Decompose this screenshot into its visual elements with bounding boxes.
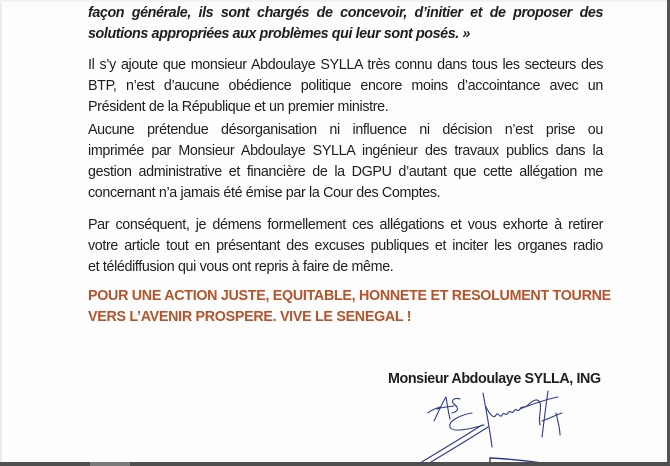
paragraph-line: Aucune prétendue désorganisation ni influence ni décision n’est prise ou	[88, 122, 603, 138]
slogan-line-2: VERS L’AVENIR PROSPERE. VIVE LE SENEGAL !	[88, 309, 412, 325]
quote-line-1: façon générale, ils sont chargés de concevoir, d’initier et de proposer des	[88, 5, 603, 21]
paragraph-line: votre article tout en présentant des excuses publiques et inciter les organes radio	[88, 238, 603, 254]
closing-slogan	[88, 286, 611, 328]
paragraph-line: concernant n’a jamais été émise par la Cour des Comptes.	[88, 185, 441, 201]
paragraph-line: et télédiffusion qui vous ont repris à faire de même.	[88, 259, 394, 275]
paragraph-no-disorganisation	[88, 120, 603, 204]
paragraph-line: gestion administrative et financière de la DGPU d’autant que cette allégation me	[88, 164, 603, 180]
quote-ending	[88, 3, 603, 45]
paragraph-line: BTP, n’est d’aucune obédience politique encore moins d’accointance avec un	[88, 78, 603, 94]
quote-line-2: solutions appropriées aux problèmes qui leur sont posés. »	[88, 26, 470, 42]
paragraph-line: imprimée par Monsieur Abdoulaye SYLLA ingénieur des travaux publics dans la	[88, 143, 603, 159]
handwritten-signature-icon	[420, 385, 600, 462]
scrollbar-thumb[interactable]	[90, 462, 130, 466]
paragraph-line: Par conséquent, je démens formellement ces allégations et vous exhorte à retirer	[88, 217, 603, 233]
signer-name: Monsieur Abdoulaye SYLLA, ING	[388, 371, 601, 387]
horizontal-scrollbar[interactable]	[0, 462, 670, 466]
paragraph-line: Il s’y ajoute que monsieur Abdoulaye SYLLA très connu dans tous les secteurs des	[88, 57, 603, 73]
paragraph-line: Président de la République et un premier ministre.	[88, 99, 389, 115]
paragraph-denial	[88, 215, 603, 278]
slogan-line-1: POUR UNE ACTION JUSTE, EQUITABLE, HONNETE ET RESOLUMENT TOURNE	[88, 288, 611, 304]
paragraph-political-neutrality	[88, 55, 603, 118]
